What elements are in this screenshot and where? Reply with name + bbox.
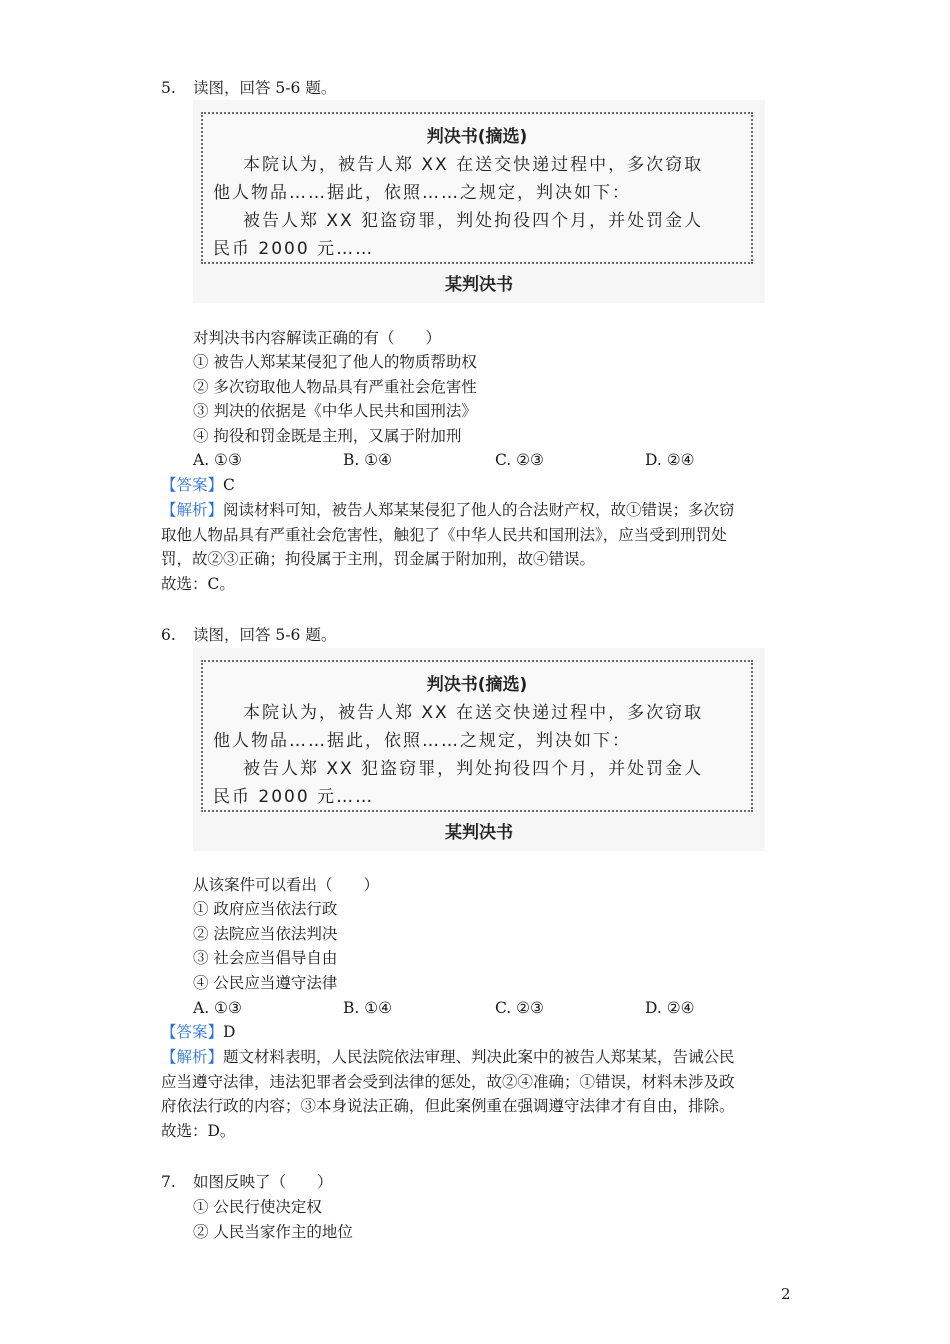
judgment-text-line: 被告人郑 XX 犯盗窃罪，判处拘役四个月，并处罚金人: [243, 759, 704, 779]
question-7-stem: 如图反映了（ ）: [193, 1173, 333, 1191]
question-5-item: ② 多次窃取他人物品具有严重社会危害性: [193, 378, 477, 396]
question-5-options: [193, 448, 753, 472]
question-6-item: ② 法院应当依法判决: [193, 925, 338, 943]
question-6-prompt: 从该案件可以看出（ ）: [193, 876, 380, 894]
answer-value: D: [223, 1023, 236, 1041]
question-6-number: 6.: [161, 626, 176, 644]
analysis-tag: 【解析】: [161, 501, 224, 519]
option-a: A. ①③: [193, 451, 242, 469]
question-5-analysis-line: [161, 498, 735, 522]
analysis-text: 阅读材料可知，被告人郑某某侵犯了他人的合法财产权，故①错误；多次窃: [223, 501, 735, 519]
question-5-number: 5.: [161, 79, 176, 97]
question-5-item: ③ 判决的依据是《中华人民共和国刑法》: [193, 402, 477, 420]
question-6-figure: [193, 648, 765, 851]
question-6-item: ① 政府应当依法行政: [193, 900, 338, 918]
question-5-figure: [193, 100, 765, 303]
option-a: A. ①③: [193, 999, 242, 1017]
judgment-frame: [201, 660, 753, 812]
question-6-answer: [161, 1020, 235, 1044]
option-c: C. ②③: [495, 999, 544, 1017]
option-b: B. ①④: [343, 451, 393, 469]
question-7-item: ② 人民当家作主的地位: [193, 1223, 353, 1241]
question-5-analysis-line: 罚，故②③正确；拘役属于主刑，罚金属于附加刑，故④错误。: [161, 550, 596, 568]
judgment-text-line: 本院认为，被告人郑 XX 在送交快递过程中，多次窃取: [243, 155, 704, 175]
option-b: B. ①④: [343, 999, 393, 1017]
analysis-tag: 【解析】: [161, 1048, 224, 1066]
judgment-text-line: 本院认为，被告人郑 XX 在送交快递过程中，多次窃取: [243, 703, 704, 723]
question-5-item: ④ 拘役和罚金既是主刑，又属于附加刑: [193, 427, 462, 445]
option-d: D. ②④: [645, 451, 695, 469]
question-5-answer: [161, 473, 235, 497]
judgment-title: 判决书(摘选): [426, 127, 528, 147]
judgment-text-line: 民币 2000 元……: [213, 787, 375, 807]
page-number: 2: [781, 1285, 791, 1303]
question-5-stem: 读图，回答 5-6 题。: [193, 79, 337, 97]
answer-tag: 【答案】: [161, 476, 224, 494]
answer-tag: 【答案】: [161, 1023, 224, 1041]
question-7-number: 7.: [161, 1173, 176, 1191]
judgment-text-line: 民币 2000 元……: [213, 239, 375, 259]
question-5-prompt: 对判决书内容解读正确的有（ ）: [193, 329, 442, 347]
question-6-stem: 读图，回答 5-6 题。: [193, 626, 337, 644]
question-7-item: ① 公民行使决定权: [193, 1198, 322, 1216]
question-6-options: [193, 996, 753, 1020]
judgment-text-line: 他人物品……据此，依照……之规定，判决如下：: [213, 731, 631, 751]
question-6-analysis-line: [161, 1045, 735, 1069]
question-6-analysis-line: 府依法行政的内容；③本身说法正确，但此案例重在强调遵守法律才有自由，排除。: [161, 1097, 735, 1115]
judgment-caption: 某判决书: [445, 823, 513, 843]
question-6-conclusion: 故选：D。: [161, 1122, 236, 1140]
answer-value: C: [223, 476, 235, 494]
judgment-caption: 某判决书: [445, 275, 513, 295]
question-5-item: ① 被告人郑某某侵犯了他人的物质帮助权: [193, 353, 477, 371]
option-c: C. ②③: [495, 451, 544, 469]
option-d: D. ②④: [645, 999, 695, 1017]
judgment-text-line: 被告人郑 XX 犯盗窃罪，判处拘役四个月，并处罚金人: [243, 211, 704, 231]
judgment-title: 判决书(摘选): [426, 675, 528, 695]
question-6-analysis-line: 应当遵守法律，违法犯罪者会受到法律的惩处，故②④准确；①错误，材料未涉及政: [161, 1073, 735, 1091]
analysis-text: 题文材料表明，人民法院依法审理、判决此案中的被告人郑某某，告诫公民: [223, 1048, 735, 1066]
question-6-item: ③ 社会应当倡导自由: [193, 949, 338, 967]
question-5-analysis-line: 取他人物品具有严重社会危害性，触犯了《中华人民共和国刑法》，应当受到刑罚处: [161, 526, 727, 544]
judgment-text-line: 他人物品……据此，依照……之规定，判决如下：: [213, 183, 631, 203]
judgment-frame: [201, 112, 753, 264]
question-6-item: ④ 公民应当遵守法律: [193, 974, 338, 992]
question-5-conclusion: 故选：C。: [161, 575, 235, 593]
